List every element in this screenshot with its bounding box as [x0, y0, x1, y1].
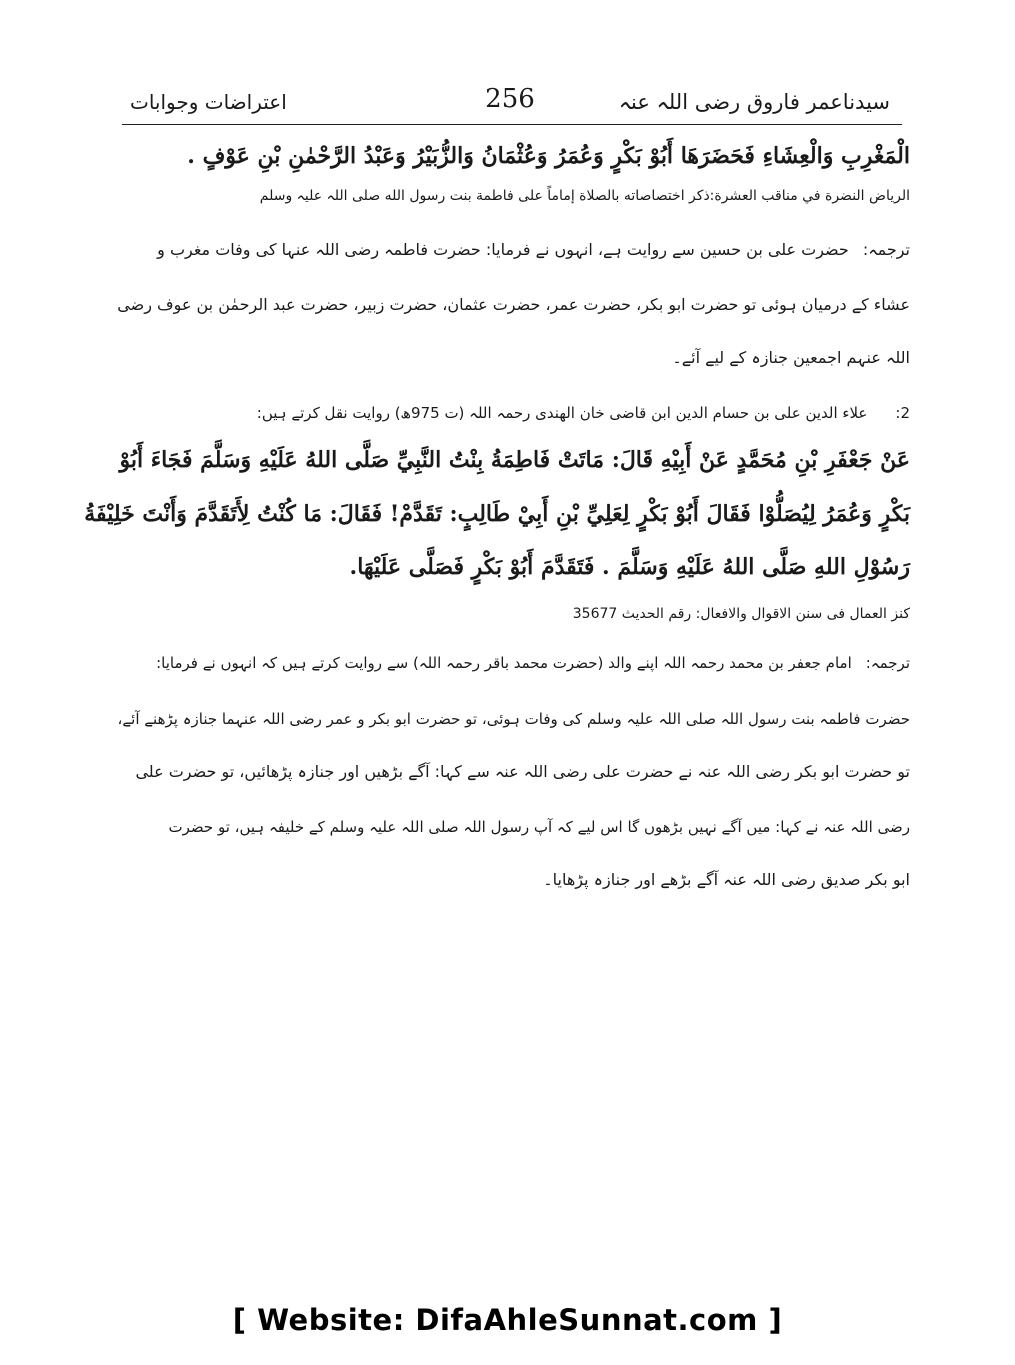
translation-line — [100, 239, 910, 261]
translation-text: حضرت علی بن حسین سے روایت ہے، انہوں نے فرمایا: حضرت فاطمہ رضی اللہ عنہا کی وفات مغرب و — [157, 240, 849, 259]
translation-line: اللہ عنہم اجمعین جنازہ کے لیے آئے۔ — [672, 348, 910, 367]
header-rule — [122, 124, 902, 125]
section-title: اعتراضات وجوابات — [130, 90, 287, 114]
translation-line: ابو بکر صدیق رضی اللہ عنہ آگے بڑھے اور جنازہ پڑھایا۔ — [543, 870, 910, 889]
arabic-hadith-line: بَكْرٍ وَعُمَرُ لِيُصَلُّوْا فَقَالَ أَبُوْ بَكْرٍ لِعَلِيِّ بْنِ أَبِيْ طَالِبٍ: تَقَدَّمْ! فَقَالَ: مَا كُنْتُ لِأَتَقَدَّمَ وَأَنْتَ خَلِيْفَةُ — [84, 501, 910, 527]
translation-line: حضرت فاطمہ بنت رسول اللہ صلی اللہ علیہ وسلم کی وفات ہوئی، تو حضرت ابو بکر و عمر رضی اللہ عنہما جنازہ پڑھنے آئے، — [117, 710, 910, 728]
translation-line: رضی اللہ عنہ نے کہا: میں آگے نہیں بڑھوں گا اس لیے کہ آپ رسول اللہ صلی اللہ علیہ وسلم کے خلیفہ ہیں، تو حضرت — [168, 818, 910, 836]
translation-line: تو حضرت ابو بکر رضی اللہ عنہ نے حضرت علی رضی اللہ عنہ سے کہا: آگے بڑھیں اور جنازہ پڑھائیں، تو حضرت علی — [135, 762, 910, 781]
translation-label: ترجمہ: — [862, 240, 910, 259]
arabic-text-line: الْمَغْرِبِ وَالْعِشَاءِ فَحَضَرَهَا أَبُوْ بَكْرٍ وَعُمَرُ وَعُثْمَانُ وَالزُّبَيْرُ وَعَبْدُ الرَّحْمٰنِ بْنِ عَوْفٍ . — [187, 143, 910, 169]
book-title: سیدناعمر فاروق رضی اللہ عنہ — [618, 90, 890, 114]
translation-line — [100, 652, 910, 674]
translation-line: عشاء کے درمیان ہوئی تو حضرت ابو بکر، حضرت عمر، حضرت عثمان، حضرت زبیر، حضرت عبد الرحمٰن بن عوف رضی — [117, 295, 910, 314]
translation-text: امام جعفر بن محمد رحمہ اللہ اپنے والد (حضرت محمد باقر رحمہ اللہ) سے روایت کرتے ہیں کہ انہوں نے فرمایا: — [156, 654, 852, 672]
arabic-hadith-line: عَنْ جَعْفَرِ بْنِ مُحَمَّدٍ عَنْ أَبِيْهِ قَالَ: مَاتَتْ فَاطِمَةُ بِنْتُ النَّبِيِّ صَلَّى اللهُ عَلَيْهِ وَسَلَّمَ فَجَاءَ أَبُوْ — [119, 447, 910, 473]
narration-intro — [100, 402, 910, 424]
reference-citation: کنز العمال فی سنن الاقوال والافعال: رقم الحدیث 35677 — [572, 606, 910, 622]
website-banner: [ Website: DifaAhleSunnat.com ] — [232, 1303, 783, 1337]
intro-text: علاء الدین علی بن حسام الدین ابن قاضی خان الھندی رحمہ اللہ (ت 975ھ) روایت نقل کرتے ہیں: — [256, 404, 868, 422]
page-number: 256 — [485, 84, 535, 114]
arabic-hadith-line: رَسُوْلِ اللهِ صَلَّى اللهُ عَلَيْهِ وَسَلَّمَ . فَتَقَدَّمَ أَبُوْ بَكْرٍ فَصَلَّى عَلَيْهَا. — [349, 554, 910, 580]
running-header — [120, 84, 900, 124]
item-number: 2: — [895, 404, 910, 422]
translation-label: ترجمہ: — [865, 654, 910, 672]
reference-citation: الرياض النضرة في مناقب العشرة:ذكر اختصاصاته بالصلاة إماماً على فاطمة بنت رسول الله صلی اللہ علیہ وسلم — [259, 188, 910, 204]
